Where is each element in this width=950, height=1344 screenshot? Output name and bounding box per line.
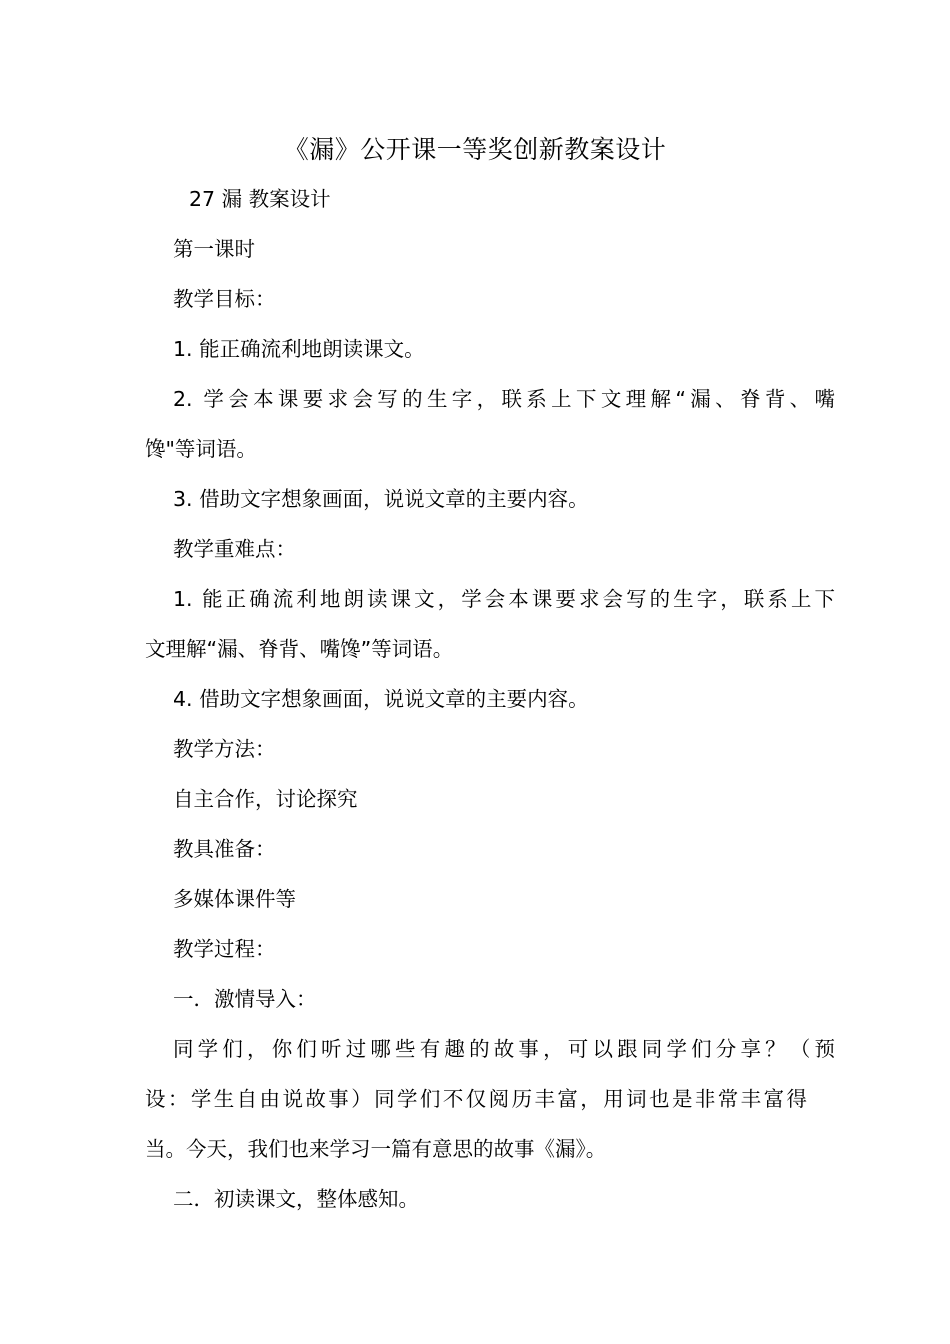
section-heading-goals: 教学目标： — [173, 287, 276, 311]
goal-item-continued: 馋"等词语。 — [145, 437, 257, 461]
methods-text: 自主合作，讨论探究 — [173, 787, 358, 811]
section-heading-methods: 教学方法： — [173, 737, 276, 761]
section-heading-process: 教学过程： — [173, 937, 276, 961]
goal-item: 2. 学会本课要求会写的生字，联系上下文理解“漏、脊背、嘴 — [173, 387, 835, 411]
key-point-item: 4. 借助文字想象画面，说说文章的主要内容。 — [173, 687, 589, 711]
step-heading-reading: 二．初读课文，整体感知。 — [173, 1187, 419, 1211]
materials-text: 多媒体课件等 — [173, 887, 296, 911]
goal-item: 3. 借助文字想象画面，说说文章的主要内容。 — [173, 487, 589, 511]
paragraph-line: 同学们，你们听过哪些有趣的故事，可以跟同学们分享？（预 — [173, 1037, 835, 1061]
section-heading-key-points: 教学重难点： — [173, 537, 296, 561]
step-heading-intro: 一．激情导入： — [173, 987, 317, 1011]
key-point-item: 1. 能正确流利地朗读课文，学会本课要求会写的生字，联系上下 — [173, 587, 835, 611]
section-heading-materials: 教具准备： — [173, 837, 276, 861]
section-label-period: 第一课时 — [173, 237, 255, 261]
key-point-item-continued: 文理解“漏、脊背、嘴馋”等词语。 — [145, 637, 454, 661]
paragraph-line: 设：学生自由说故事）同学们不仅阅历丰富，用词也是非常丰富得 — [145, 1087, 807, 1111]
goal-item: 1. 能正确流利地朗读课文。 — [173, 337, 425, 361]
paragraph-line: 当。今天，我们也来学习一篇有意思的故事《漏》。 — [145, 1137, 607, 1161]
lesson-heading: 27 漏 教案设计 — [189, 187, 331, 211]
document-title: 《漏》公开课一等奖创新教案设计 — [283, 135, 667, 164]
